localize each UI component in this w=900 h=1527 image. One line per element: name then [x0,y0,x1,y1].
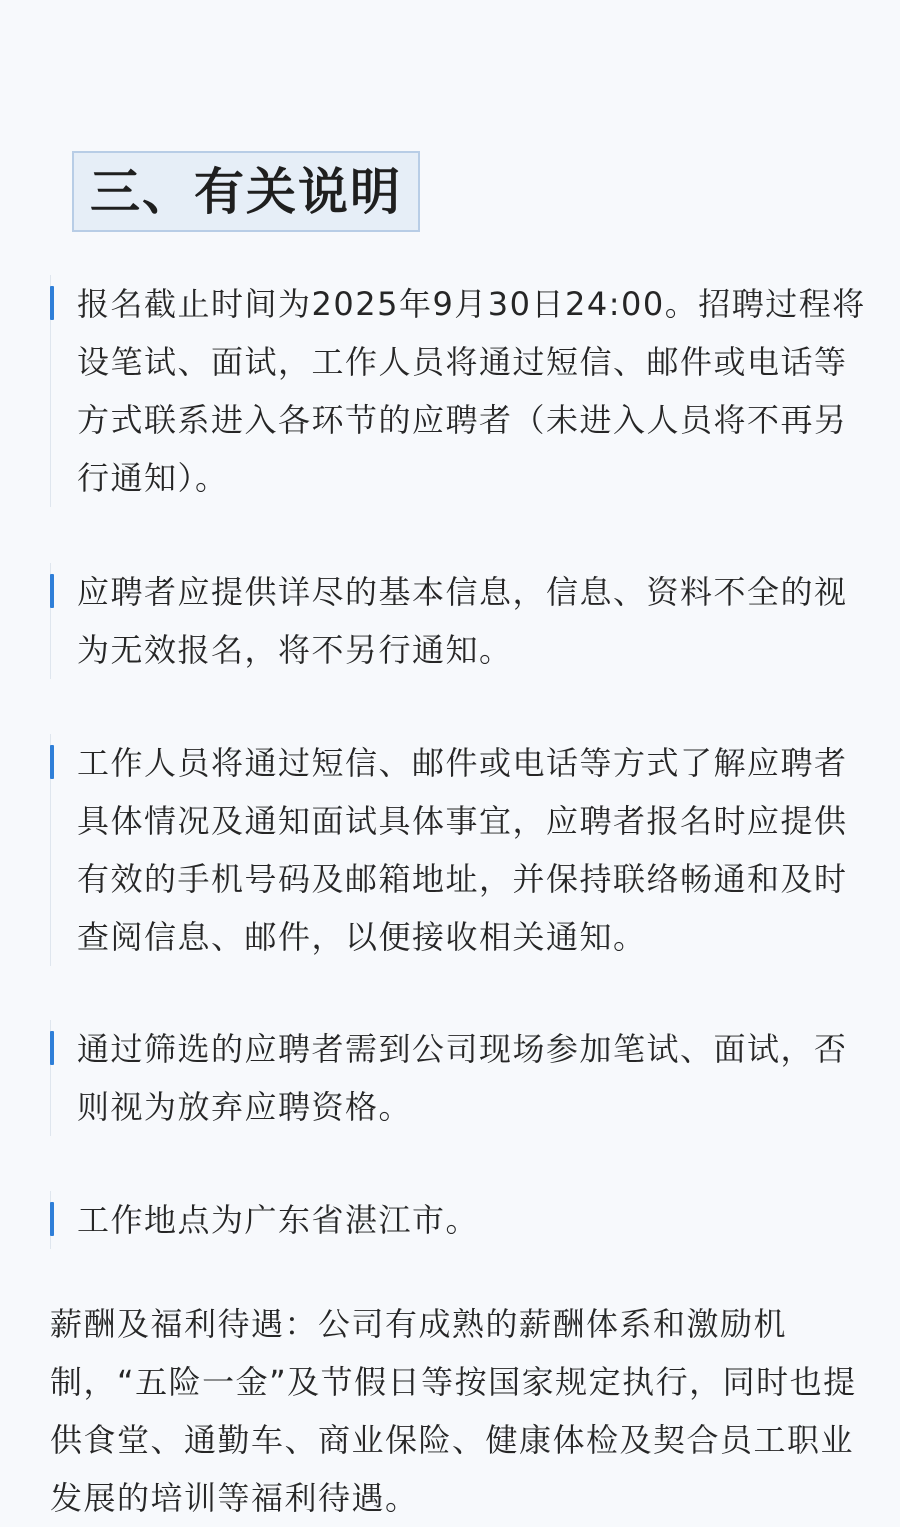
note-item-information [50,563,870,679]
note-item-interview [50,1020,870,1136]
accent-bar [50,1202,54,1236]
accent-bar [50,1031,54,1065]
note-item-deadline [50,275,870,507]
section-heading [72,151,420,232]
note-text: 工作地点为广东省湛江市。 [77,1201,480,1239]
note-text: 通过筛选的应聘者需到公司现场参加笔试、面试，否则视为放弃应聘资格。 [77,1030,848,1126]
accent-bar [50,574,54,608]
note-item-location [50,1191,870,1249]
note-item-contact [50,734,870,966]
section-title: 三、有关说明 [90,162,402,221]
note-text: 工作人员将通过短信、邮件或电话等方式了解应聘者具体情况及通知面试具体事宜，应聘者报名时应提供有效的手机号码及邮箱地址，并保持联络畅通和及时查阅信息、邮件，以便接收相关通知。 [77,744,848,956]
note-text: 应聘者应提供详尽的基本信息，信息、资料不全的视为无效报名，将不另行通知。 [77,573,848,669]
note-text: 报名截止时间为2025年9月30日24:00。招聘过程将设笔试、面试，工作人员将通过短信、邮件或电话等方式联系进入各环节的应聘者（未进入人员将不再另行通知）。 [77,285,866,497]
benefits-paragraph [50,1295,870,1527]
benefits-text: 薪酬及福利待遇：公司有成熟的薪酬体系和激励机制，“五险一金”及节假日等按国家规定执行，同时也提供食堂、通勤车、商业保险、健康体检及契合员工职业发展的培训等福利待遇。 [50,1305,857,1517]
accent-bar [50,286,54,320]
accent-bar [50,745,54,779]
